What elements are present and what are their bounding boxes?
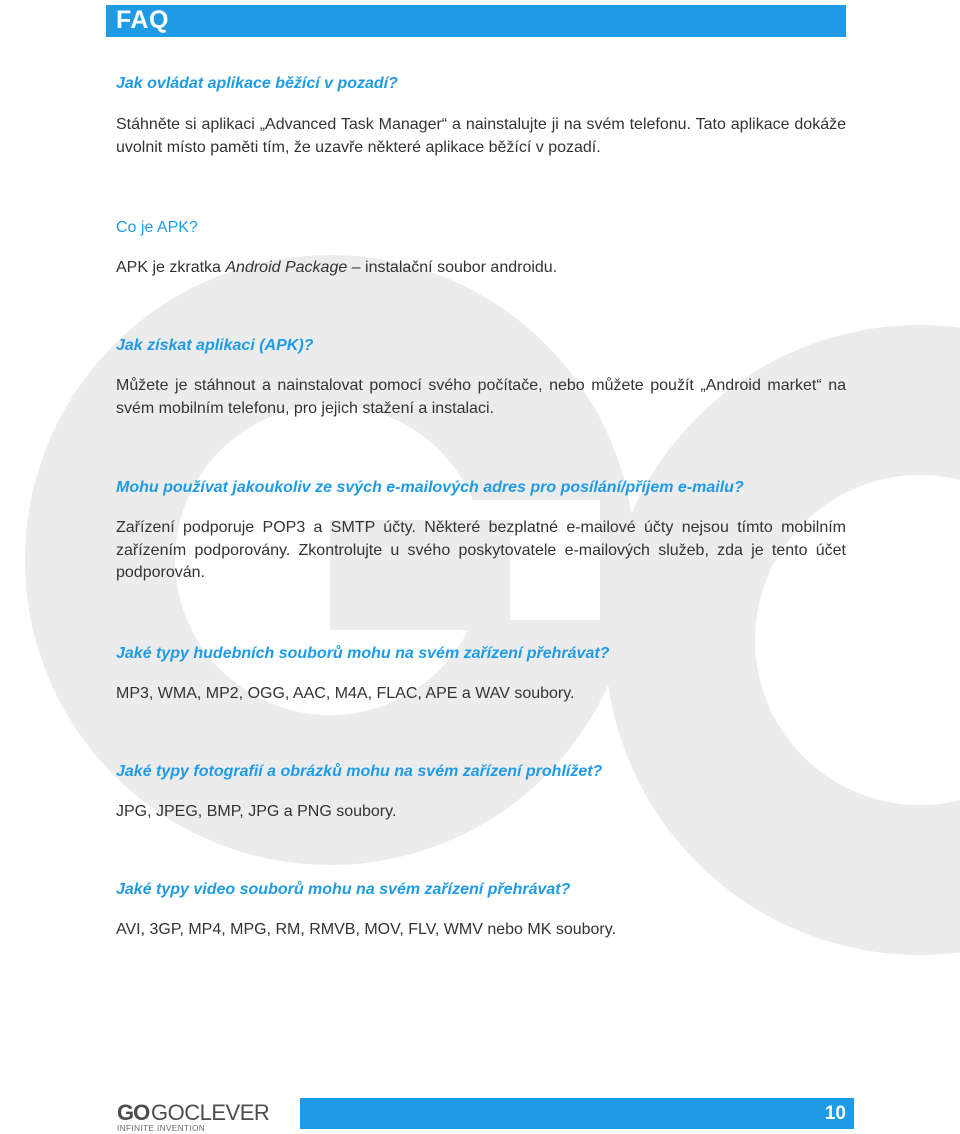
faq-answer-6: JPG, JPEG, BMP, JPG a PNG soubory. [116,803,397,820]
faq-question-2: Co je APK? [116,219,198,236]
faq-answer-2-pre: APK je zkratka [116,259,226,276]
faq-question-4: Mohu používat jakoukoliv ze svých e-mailových adres pro posílání/příjem e-mailu? [116,479,744,496]
faq-answer-2 [116,257,557,279]
logo-tagline: INFINITE INVENTION [117,1124,206,1133]
page-title: FAQ [116,6,169,34]
faq-question-6: Jaké typy fotografií a obrázků mohu na svém zařízení prohlížet? [116,763,603,780]
faq-answer-3: Můžete je stáhnout a nainstalovat pomocí svého počítače, nebo můžete použít „Android market“ na svém mobilním telefonu, pro jejich stažení a instalaci. [116,377,846,417]
faq-answer-5: MP3, WMA, MP2, OGG, AAC, M4A, FLAC, APE a WAV soubory. [116,685,575,702]
goclever-logo [117,1100,287,1133]
faq-question-1: Jak ovládat aplikace běžící v pozadí? [116,75,398,92]
faq-answer-2-post: – instalační soubor androidu. [347,259,558,276]
faq-answer-1: Stáhněte si aplikaci „Advanced Task Manager“ a nainstalujte ji na svém telefonu. Tato aplikace dokáže uvolnit místo paměti tím, že uzavře některé aplikace běžící v pozadí. [116,116,846,156]
page-header-bar [106,5,846,37]
faq-answer-2-italic: Android Package [225,259,348,276]
logo-go-mark: GO [117,1100,150,1125]
page-number: 10 [824,1103,846,1124]
faq-question-5: Jaké typy hudebních souborů mohu na svém zařízení přehrávat? [116,645,610,662]
faq-question-7: Jaké typy video souborů mohu na svém zařízení přehrávat? [116,881,571,898]
page-footer-bar [300,1098,854,1129]
faq-question-3: Jak získat aplikaci (APK)? [116,337,314,354]
faq-answer-7: AVI, 3GP, MP4, MPG, RM, RMVB, MOV, FLV, WMV nebo MK soubory. [116,921,617,938]
faq-answer-4: Zařízení podporuje POP3 a SMTP účty. Některé bezplatné e-mailové účty nejsou tímto mobilním zařízením podporovány. Zkontrolujte u svého poskytovatele e-mailových služeb, zda je tento účet podporován. [116,519,846,581]
logo-wordmark: GOCLEVER [151,1100,270,1125]
